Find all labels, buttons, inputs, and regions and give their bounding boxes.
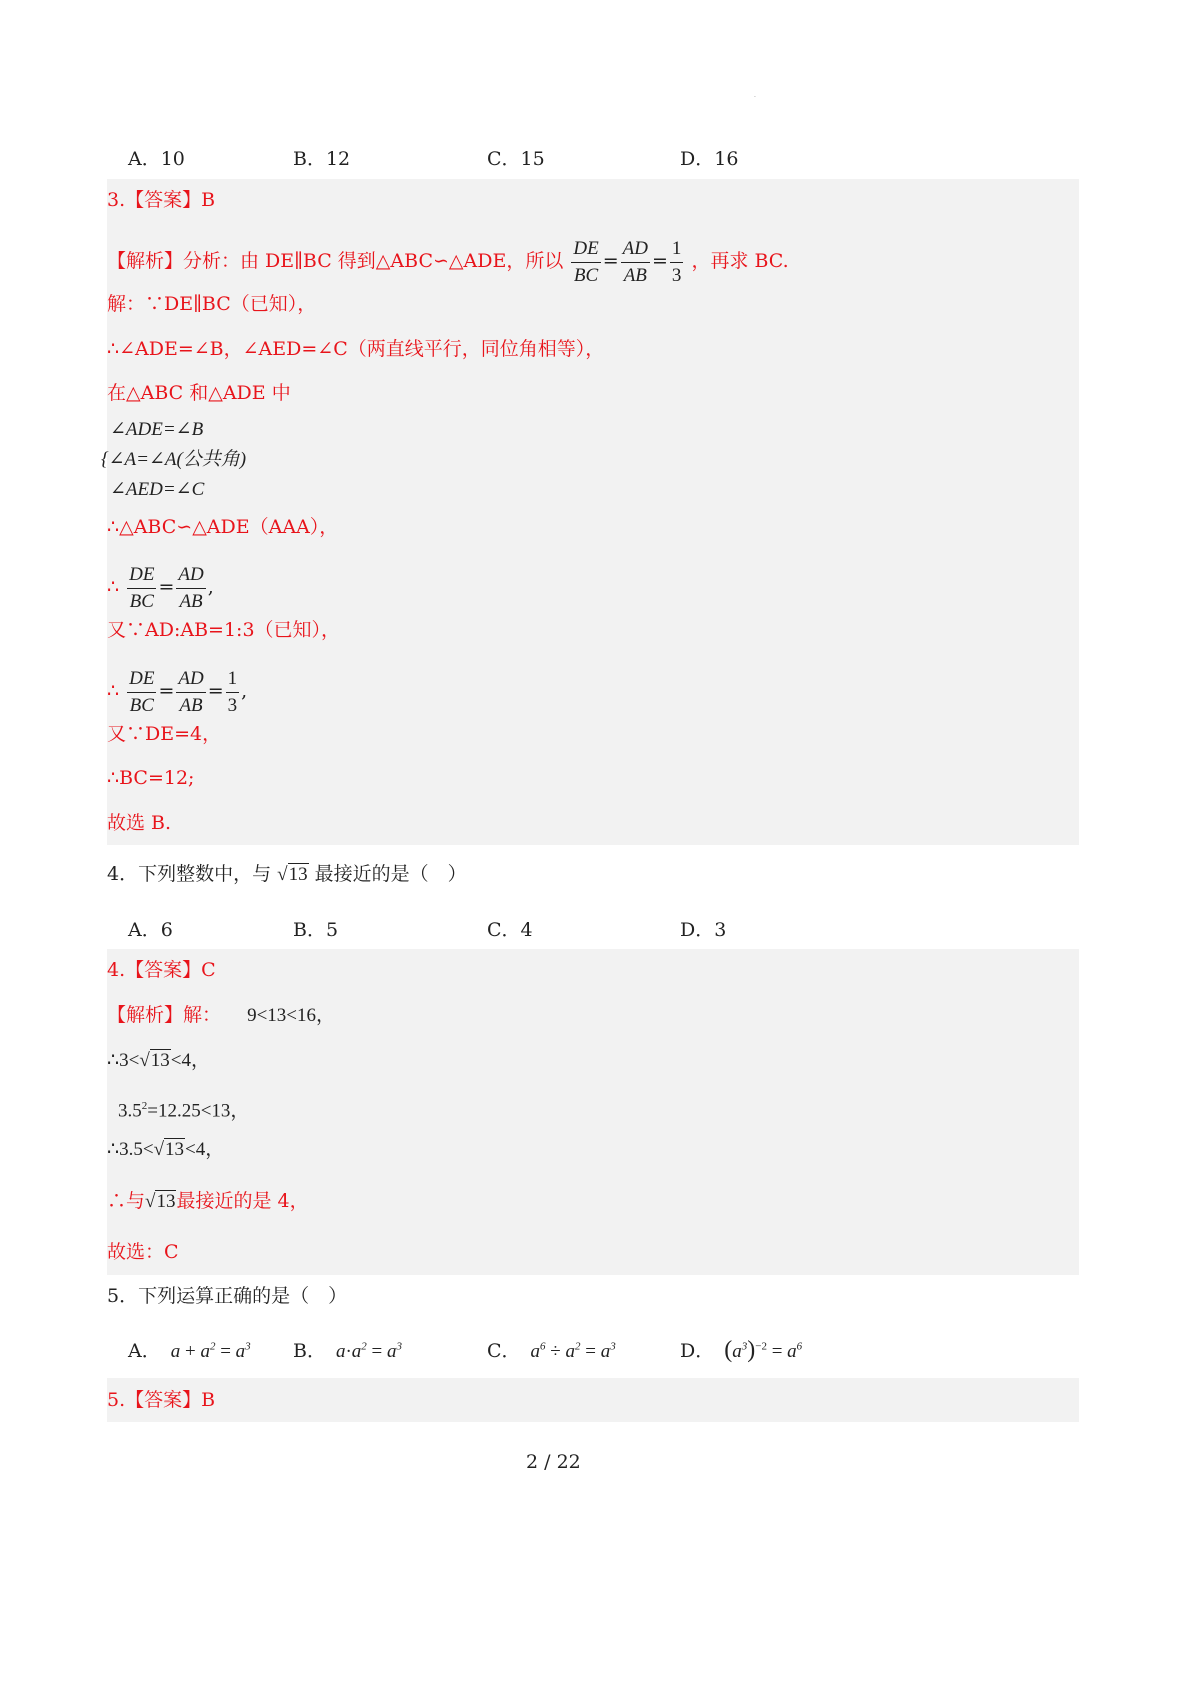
fraction-ad-ab (621, 236, 650, 288)
answer-4-block (107, 949, 1079, 1275)
denominator: AB (179, 694, 203, 716)
sqrt-13: √13 (139, 1050, 170, 1071)
option-d: D．16 (680, 148, 739, 170)
denominator: 3 (671, 264, 682, 286)
answer-3-in-triangles: 在△ABC 和△ADE 中 (107, 382, 291, 404)
line-5-pre: ∴与 (107, 1190, 146, 1212)
system-line-2: {∠A=∠A(公共角) (101, 449, 247, 470)
line-4-pre: ∴3.5< (107, 1139, 154, 1160)
system-line-1: ∠ADE=∠B (110, 419, 204, 440)
sqrt-13: √13 (277, 864, 308, 885)
q4-option-d: D．3 (680, 919, 727, 941)
q5-option-d (680, 1336, 802, 1364)
page-number: 2 / 22 (526, 1451, 581, 1473)
q5-option-c (487, 1336, 616, 1363)
answer-5-block (107, 1378, 1079, 1422)
line-2-pre: ∴3< (107, 1050, 140, 1071)
sqrt-13: √13 (153, 1139, 184, 1160)
question-4 (107, 858, 467, 890)
analysis-prefix: 【解析】分析：由 DE∥BC 得到△ABC∽△ADE，所以 (107, 250, 564, 273)
radicand: 13 (165, 1139, 184, 1160)
fraction-de-bc (571, 236, 600, 288)
formula: $a + a^2 = a^3$ (170, 1340, 251, 1362)
answer-3-bc: ∴BC=12; (107, 767, 195, 789)
answer-3-pick: 故选 B. (107, 812, 172, 834)
answer-4-line-2 (107, 1045, 210, 1077)
answer-4-pick: 故选：C (107, 1241, 179, 1263)
line-5-post: 最接近的是 4， (176, 1190, 309, 1212)
answer-4-line-3: $3.5^2=12.25<13$， (118, 1100, 250, 1122)
answer-4-title: 4.【答案】C (107, 959, 216, 981)
q4-option-a: A．6 (128, 919, 173, 941)
formula: $(a^3)^{-2} = a^6$ (724, 1337, 803, 1363)
analysis-prefix: 【解析】解： (107, 1004, 222, 1026)
inequality-9-13-16: 9<13<16， (247, 1005, 335, 1026)
q5-option-b (293, 1336, 402, 1363)
answer-3-similar: ∴△ABC∽△ADE（AAA）， (107, 516, 339, 538)
base-3-5: 3.5 (118, 1100, 142, 1122)
numerator: DE (127, 562, 156, 589)
numerator: AD (621, 236, 650, 263)
question-4-suffix: 最接近的是（ ） (314, 863, 467, 885)
option-a: A．10 (128, 148, 185, 170)
radicand: 13 (156, 1191, 176, 1212)
answer-4-line-4 (107, 1134, 224, 1166)
numerator: 1 (670, 236, 684, 263)
answer-4-analysis (107, 999, 335, 1031)
option-b: B．12 (293, 148, 351, 170)
q4-option-c: C．4 (487, 919, 533, 941)
page-dot: . (754, 92, 756, 99)
answer-4-line-5 (107, 1185, 309, 1217)
numerator: DE (127, 666, 156, 693)
line-2-post: <4， (170, 1050, 210, 1071)
fraction-ad-ab (176, 666, 205, 718)
answer-3-analysis: 【解析】分析：由 DE∥BC 得到△ABC∽△ADE，所以 $\frac{DE}{BC}$ = $\frac{AD}{AB}$ = $\frac{1}{3}$ ，再求 BC. (107, 236, 789, 268)
answer-3-title: 3.【答案】B (107, 189, 216, 211)
answer-3-ratio-given: 又∵AD:AB=1:3（已知）， (107, 619, 341, 641)
answer-3-de: 又∵DE=4， (107, 723, 222, 745)
numerator: AD (176, 666, 205, 693)
fraction-1-3 (670, 236, 684, 288)
fraction-1-3 (226, 666, 240, 718)
answer-3-ratio: ∴ $\frac{DE}{BC}$ = $\frac{AD}{AB}$ , (107, 562, 214, 594)
formula: $a^6 \div a^2 = a^3$ (530, 1340, 616, 1362)
radicand: 13 (150, 1050, 170, 1071)
option-label: C． (487, 1340, 521, 1362)
answer-3-ratio-value: ∴ $\frac{DE}{BC}$ = $\frac{AD}{AB}$ = $\frac{1}{3}$ , (107, 666, 247, 698)
line-3-post: =12.25<13， (147, 1100, 250, 1122)
numerator: DE (571, 236, 600, 263)
option-c: C．15 (487, 148, 545, 170)
numerator: AD (176, 562, 205, 589)
denominator: BC (573, 264, 599, 286)
sqrt-13: √13 (145, 1191, 176, 1212)
denominator: BC (129, 590, 154, 612)
question-4-prefix: 4．下列整数中，与 (107, 863, 272, 885)
system-line-3: ∠AED=∠C (110, 479, 205, 500)
option-label: B． (293, 1340, 326, 1362)
denominator: BC (129, 694, 154, 716)
q4-option-b: B．5 (293, 919, 339, 941)
denominator: AB (179, 590, 203, 612)
answer-3-given: 解：∵DE∥BC（已知）， (107, 293, 317, 315)
q5-option-a (128, 1336, 251, 1363)
option-label: A． (128, 1340, 161, 1362)
answer-5-title: 5.【答案】B (107, 1389, 216, 1411)
line-4-post: <4， (185, 1139, 225, 1160)
analysis-suffix: ，再求 BC. (691, 250, 789, 273)
question-5: 5．下列运算正确的是（ ） (107, 1285, 348, 1307)
denominator: 3 (227, 694, 238, 716)
radicand: 13 (288, 864, 308, 885)
numerator: 1 (226, 666, 240, 693)
answer-3-angles: ∴∠ADE=∠B，∠AED=∠C（两直线平行，同位角相等）， (107, 338, 605, 360)
formula: $a\cdot a^2 = a^3$ (335, 1340, 403, 1362)
fraction-de-bc (127, 562, 156, 614)
denominator: AB (623, 264, 647, 286)
fraction-ad-ab (176, 562, 205, 614)
option-label: D． (680, 1340, 715, 1362)
fraction-de-bc (127, 666, 156, 718)
